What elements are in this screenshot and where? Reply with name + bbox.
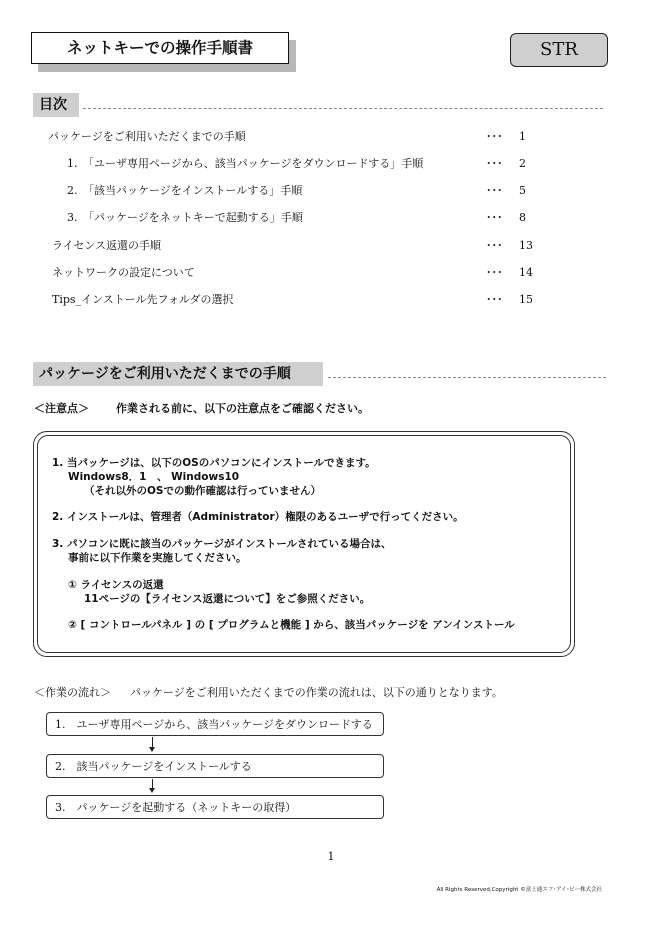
- notice-line: 3. パソコンに既に該当のパッケージがインストールされている場合は、: [52, 538, 392, 550]
- flow-intro-text: パッケージをご利用いただくまでの作業の流れは、以下の通りとなります。: [130, 686, 503, 699]
- toc-item-text: 3. 「パッケージをネットキーで起動する」手順: [67, 211, 303, 224]
- toc-item[interactable]: [0, 238, 662, 254]
- section-heading-rule: [328, 377, 606, 378]
- toc-item-text: ライセンス返還の手順: [52, 239, 162, 252]
- document-title: ネットキーでの操作手順書: [31, 32, 289, 64]
- notice-text: 作業される前に、以下の注意点をご確認ください。: [116, 402, 369, 415]
- toc-leader: ･･･: [486, 239, 503, 252]
- toc-item-text: ネットワークの設定について: [52, 266, 195, 279]
- toc-item[interactable]: [0, 129, 662, 145]
- toc-item-text: パッケージをご利用いただくまでの手順: [48, 130, 246, 143]
- toc-leader: ･･･: [486, 293, 503, 306]
- toc-item-text: Tips_インストール先フォルダの選択: [52, 293, 234, 306]
- notice-line: 2. インストールは、管理者（Administrator）権限のあるユーザで行ってください。: [52, 511, 464, 523]
- toc-item[interactable]: [0, 183, 662, 199]
- toc-leader: ･･･: [486, 211, 503, 224]
- section-heading: パッケージをご利用いただくまでの手順: [33, 362, 323, 386]
- toc-leader: ･･･: [486, 157, 503, 170]
- flow-step: 1. ユーザ専用ページから、該当パッケージをダウンロードする: [46, 712, 384, 736]
- toc-page: 15: [519, 293, 533, 306]
- toc-item[interactable]: [0, 156, 662, 172]
- toc-page: 1: [519, 130, 526, 143]
- notice-line: ② [ コントロールパネル ] の [ プログラムと機能 ] から、該当パッケージを アンインストール: [68, 619, 515, 631]
- str-badge: STR: [510, 33, 608, 67]
- toc-heading-rule: [83, 108, 603, 109]
- notice-line: Windows8．1 、 Windows10: [68, 471, 240, 483]
- flow-label: ＜作業の流れ＞: [34, 686, 111, 699]
- flow-step: 3. パッケージを起動する（ネットキーの取得）: [46, 795, 384, 819]
- down-arrow-icon: [149, 747, 155, 752]
- copyright-notice: All Rights Reserved,Copyright ©富士通エフ･アイ･ピー株式会社: [436, 887, 602, 893]
- page-number: 1: [327, 850, 335, 863]
- notice-line: ① ライセンスの返還: [68, 579, 164, 591]
- notice-line: 事前に以下作業を実施してください。: [68, 552, 247, 564]
- toc-page: 2: [519, 157, 526, 170]
- toc-page: 14: [519, 266, 533, 279]
- notice-line: 11ページの【ライセンス返還について】をご参照ください。: [84, 593, 371, 605]
- toc-item[interactable]: [0, 292, 662, 308]
- toc-heading: 目次: [33, 93, 79, 117]
- toc-page: 5: [519, 184, 526, 197]
- toc-item[interactable]: [0, 210, 662, 226]
- toc-item[interactable]: [0, 265, 662, 281]
- toc-leader: ･･･: [486, 130, 503, 143]
- toc-leader: ･･･: [486, 184, 503, 197]
- toc-item-text: 2. 「該当パッケージをインストールする」手順: [67, 184, 303, 197]
- toc-leader: ･･･: [486, 266, 503, 279]
- toc-item-text: 1. 「ユーザ専用ページから、該当パッケージをダウンロードする」手順: [67, 157, 424, 170]
- notice-label: ＜注意点＞: [34, 402, 89, 415]
- toc-page: 8: [519, 211, 526, 224]
- toc-page: 13: [519, 239, 533, 252]
- notice-line: 1. 当パッケージは、以下のOSのパソコンにインストールできます。: [52, 457, 376, 469]
- down-arrow-icon: [149, 788, 155, 793]
- notice-line: （それ以外のOSでの動作確認は行っていません）: [84, 485, 321, 497]
- flow-step: 2. 該当パッケージをインストールする: [46, 754, 384, 778]
